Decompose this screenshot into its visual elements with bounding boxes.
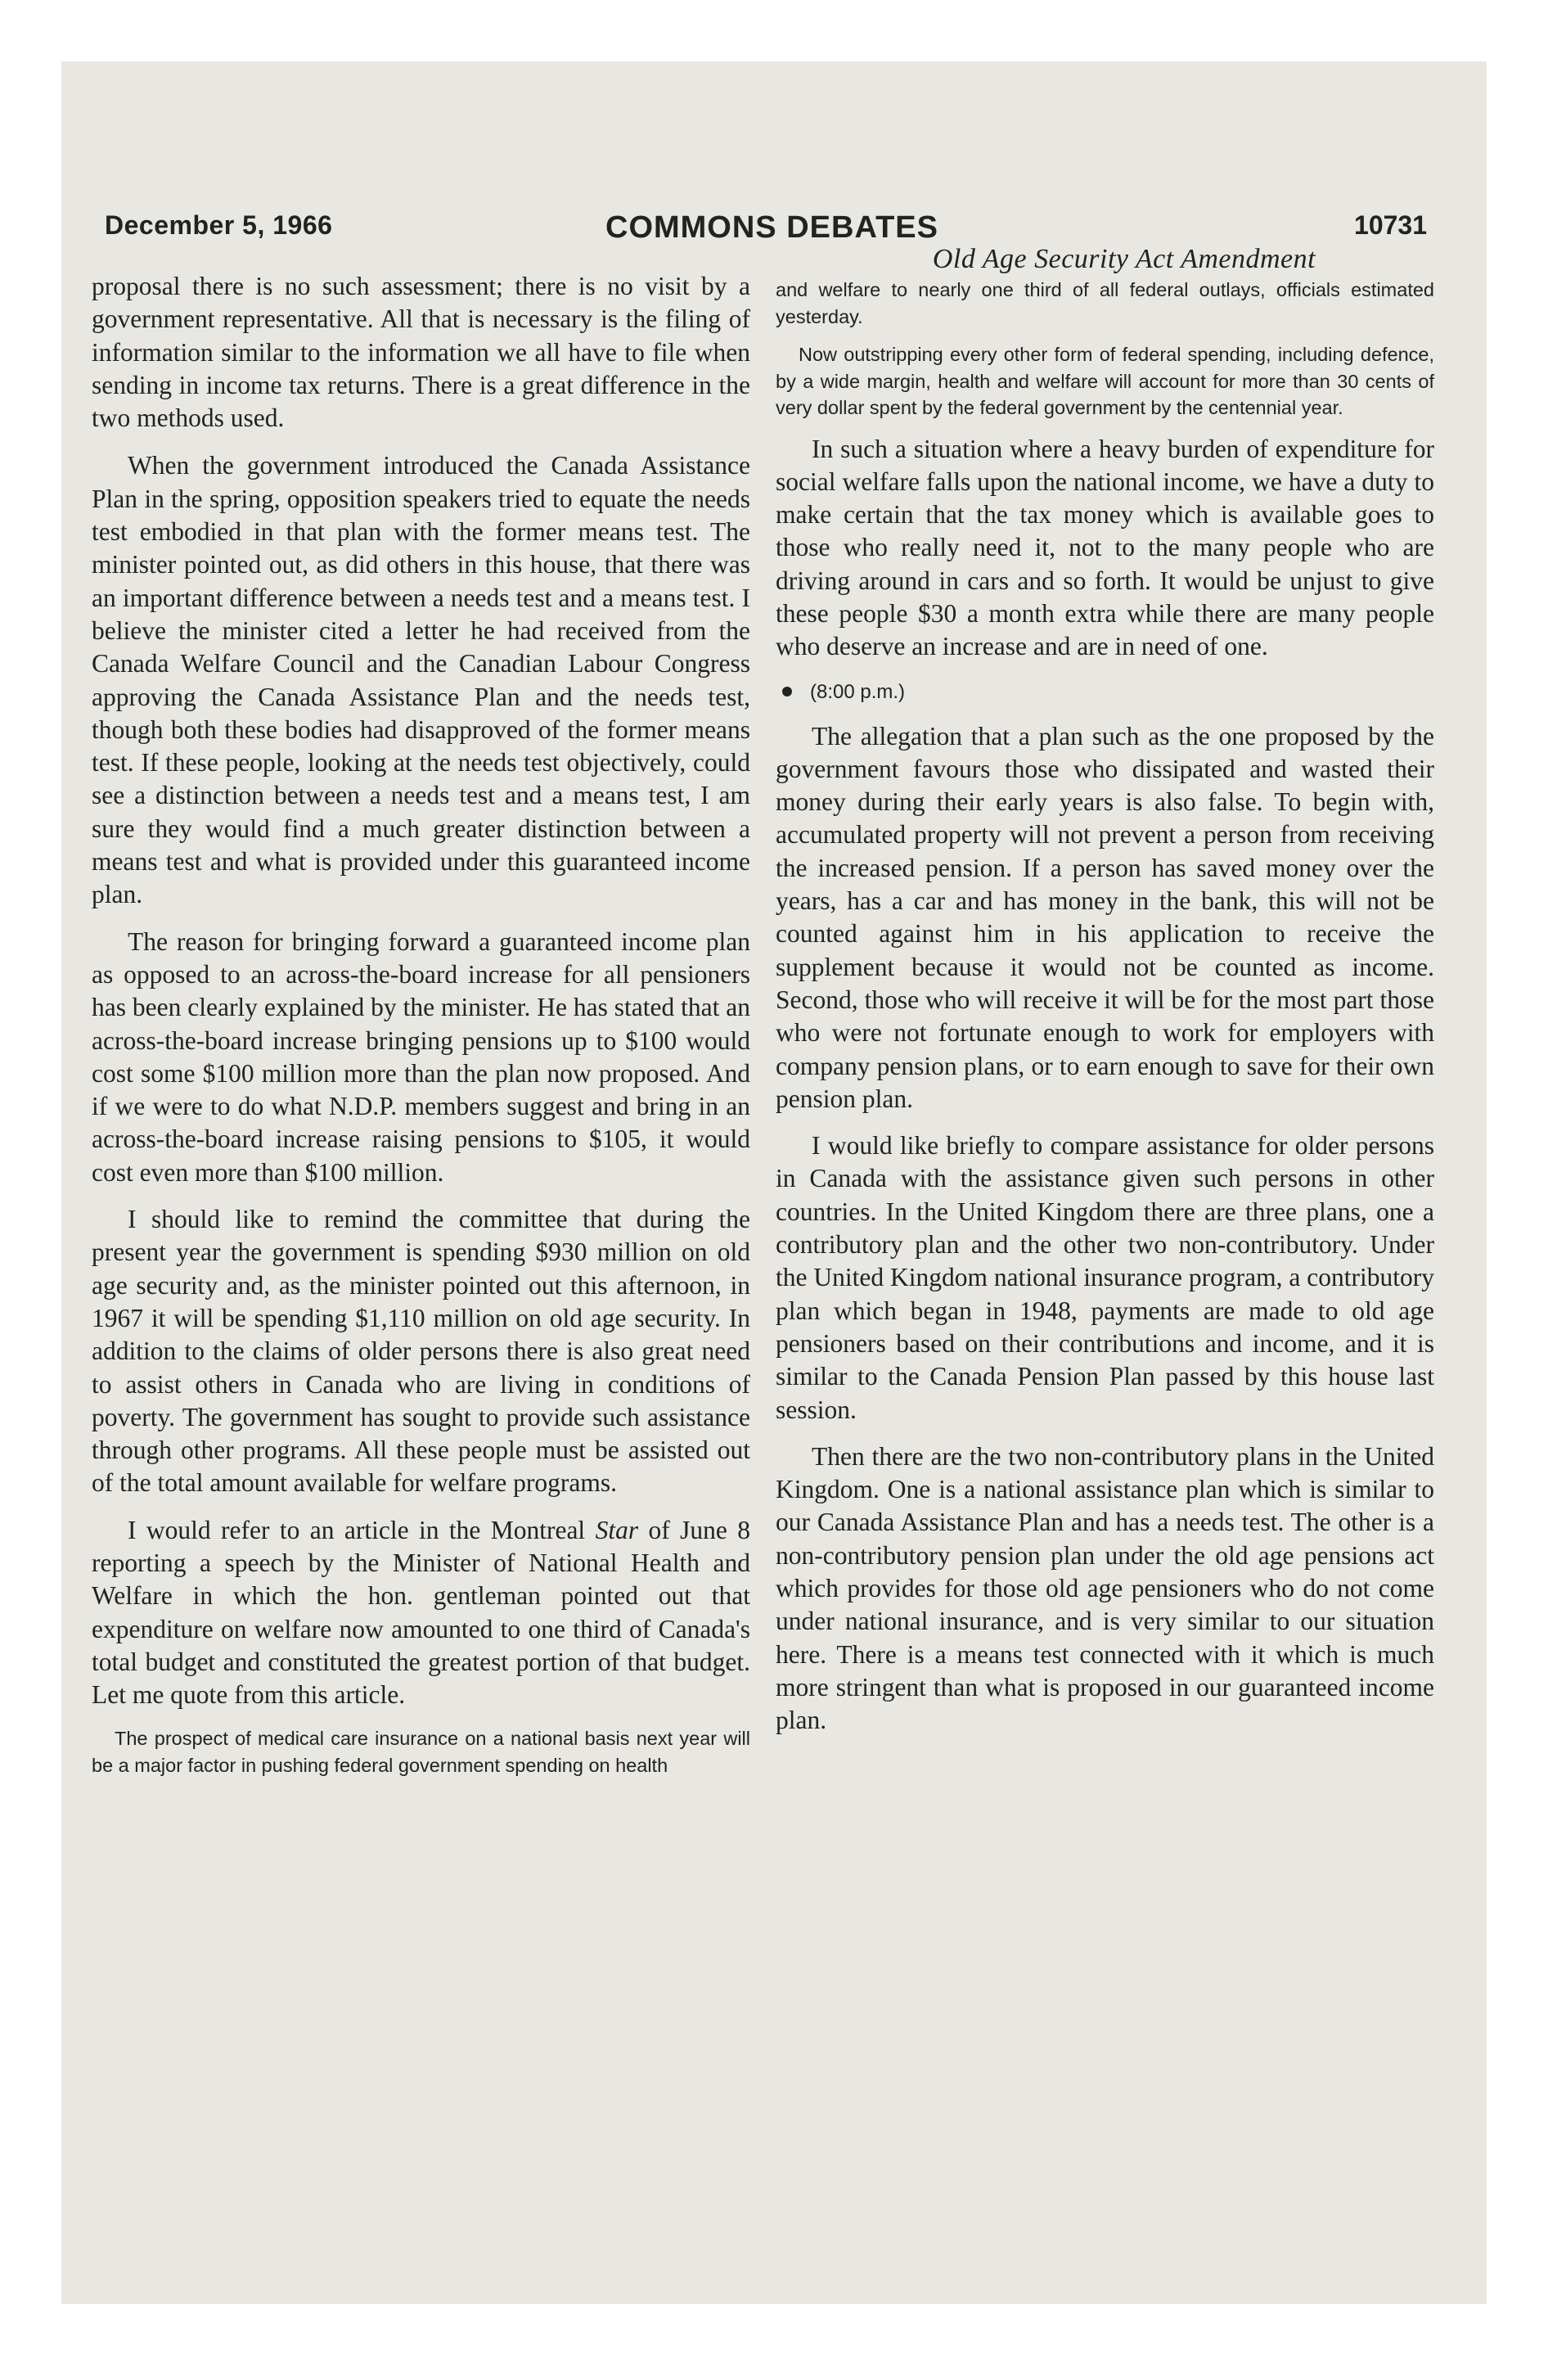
newspaper-name: Star xyxy=(595,1515,639,1544)
paragraph-text: of June 8 reporting a speech by the Minister of National Health and Welfare in which the hon. gentleman pointed out that expenditure on welfare now amounted to one third of Canada's total budget and constituted the greatest portion of that budget. Let me quote from this article. xyxy=(92,1515,750,1710)
page-header xyxy=(105,201,1430,246)
paragraph-text: I would refer to an article in the Montreal xyxy=(128,1515,596,1544)
paragraph: The reason for bringing forward a guaranteed income plan as opposed to an across-the-board increase for all pensioners has been clearly explained by the minister. He has stated that an across-the-board increase bringing pensions up to $100 would cost some $100 million more than the plan now proposed. And if we were to do what N.D.P. members suggest and bring in an across-the-board increase raising pensions to $105, it would cost even more than $100 million. xyxy=(92,926,750,1187)
paragraph: I would like briefly to compare assistance for older persons in Canada with the assistance given such persons in other countries. In the United Kingdom there are three plans, one a contributory plan and the other two non-contributory. Under the United Kingdom national insurance program, a contributory plan which began in 1948, payments are made to old age pensioners based on their contributions and income, and it is similar to the Canada Pension Plan passed by this house last session. xyxy=(776,1131,1434,1424)
paragraph: proposal there is no such assessment; there is no visit by a government representative. All that is necessary is the filing of information similar to the information we all have to file when sending in income tax returns. There is a great difference in the two methods used. xyxy=(92,272,750,433)
time-text: (8:00 p.m.) xyxy=(810,680,906,703)
paragraph: I should like to remind the committee that during the present year the government is spending $930 million on old age security and, as the minister pointed out this afternoon, in 1967 it will be spending $1,110 million on old age security. In addition to the claims of older persons there is also great need to assist others in Canada who are living in conditions of poverty. The government has sought to provide such assistance through other programs. All these people must be assisted out of the total amount available for welfare programs. xyxy=(92,1205,750,1498)
paragraph xyxy=(92,1514,750,1712)
paragraph: When the government introduced the Canada Assistance Plan in the spring, opposition speakers tried to equate the needs test embodied in that plan with the former means test. The minister pointed out, as did others in this house, that there was an important difference between a needs test and a means test. I believe the minister cited a letter he had received from the Canada Welfare Council and the Canadian Labour Congress approving the Canada Assistance Plan and the needs test, though both these bodies had disapproved of the former means test. If these people, looking at the needs test objectively, could see a distinction between a needs test and a means test, I am sure they would find a much greater distinction between a means test and what is provided under this guaranteed income plan. xyxy=(92,451,750,909)
bullet-icon xyxy=(782,687,792,696)
left-column xyxy=(92,270,750,1790)
quotation: The prospect of medical care insurance on a national basis next year will be a major factor in pushing federal government spending on health xyxy=(92,1728,750,1776)
time-marker xyxy=(776,678,1434,707)
header-date: December 5, 1966 xyxy=(105,210,333,240)
paragraph: Then there are the two non-contributory plans in the United Kingdom. One is a national assistance plan which is similar to our Canada Assistance Plan and has a needs test. The other is a non-contributory pension plan under the old age pensions act which provides for those old age pensioners who do not come under national insurance, and is very similar to our situation here. There is a means test connected with it which is much more stringent than what is proposed in our guaranteed income plan. xyxy=(776,1441,1434,1735)
header-title: COMMONS DEBATES xyxy=(605,210,938,245)
quotation-continued: and welfare to nearly one third of all federal outlays, officials estimated yesterday. xyxy=(776,279,1434,327)
header-page-number: 10731 xyxy=(1354,210,1427,240)
right-column xyxy=(776,277,1434,1751)
section-subheading: Old Age Security Act Amendment xyxy=(932,244,1316,274)
paragraph: In such a situation where a heavy burden of expenditure for social welfare falls upon the national income, we have a duty to make certain that the tax money which is available goes to those who really need it, not to the many people who are driving around in cars and so forth. It would be unjust to give these people $30 a month extra while there are many people who deserve an increase and are in need of one. xyxy=(776,434,1434,661)
paragraph: The allegation that a plan such as the one proposed by the government favours those who dissipated and wasted their money during their early years is also false. To begin with, accumulated property will not prevent a person from receiving the increased pension. If a person has saved money over the years, has a car and has money in the bank, this will not be counted against him in his application to receive the supplement because it would not be counted as income. Second, those who will receive it will be for the most part those who were not fortunate enough to work for employers with company pension plans, or to earn enough to save for their own pension plan. xyxy=(776,721,1434,1113)
quotation: Now outstripping every other form of federal spending, including defence, by a wide margin, health and welfare will account for more than 30 cents of very dollar spent by the federal government by the centennial year. xyxy=(776,344,1434,418)
